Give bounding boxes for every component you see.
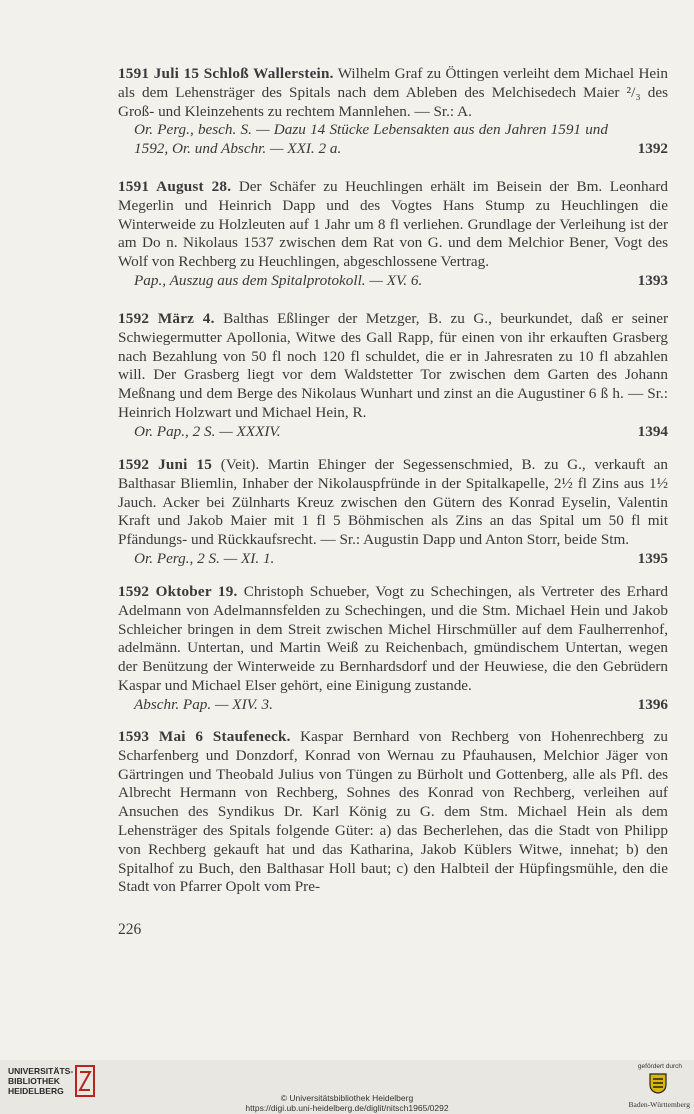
entry-number: 1394 [637,422,668,440]
page-number: 226 [118,921,142,938]
entry-source: Abschr. Pap. — XIV. 3. 1396 [134,695,668,713]
entry-head: 1591 August 28. [118,178,232,195]
entry-source: Pap., Auszug aus dem Spitalprotokoll. — XV. 6. 1393 [134,271,668,289]
entry-number: 1392 [637,140,668,158]
entry-source: Or. Pap., 2 S. — XXXIV. 1394 [134,422,668,440]
entry-source: Or. Perg., 2 S. — XI. 1. 1395 [134,549,668,567]
entry-1392 [118,65,668,159]
entry-text: Balthas Eßlinger der Metzger, B. zu G., beurkundet, daß er seiner Schwiegermutter Apollonia, Witwe des Gall Rapp, für einen von ihr erkauften Grasberg nach Bezahlung von 50 fl noch 120 fl schuldet, die er in Jahresraten zu 10 fl abzahlen will. Der Grasberg liegt vor dem Waldstetter Tor zwischen dem Garten des Johann Meßnang und dem Berge des Nikolaus Wunhart und zinst an die Augustiner 6 ß h. — Sr.: Heinrich Holzwart und Michael Hein, R. [118,310,668,421]
entry-text: Kaspar Bernhard von Rechberg von Hohenrechberg zu Scharfenberg und Donzdorf, Konrad von Wernau zu Pfauhausen, Melchior Jäger von Gärtringen und Theobald Julius von Tüngen zu Bürholt und Gottenberg, alle als Pfl. des Albrecht Hermann von Rechberg, Sohnes des Konrad von Rechberg, verleihen auf Ansuchen des Syndikus Dr. Karl König zu G. dem Stm. Michael Hein als dem Lehensträger des Spitals folgende Güter: a) das Becherlehen, das die Stadt von Philipp von Rechberg gekauft hat und das Katharina, Jakob Küblers Witwe, innehat; b) den Spitalhof zu Buch, den Balthasar Holl baut; c) den Halbteil der Hüpfingsmühle, den die Stadt von Pfarrer Opolt vom Pre- [118,728,668,896]
permalink[interactable]: https://digi.ub.uni-heidelberg.de/diglit/nitsch1965/0292 [245,1103,449,1113]
entry-1397 [118,728,668,897]
copyright-text: © Universitätsbibliothek Heidelberg [280,1093,414,1103]
entry-number: 1396 [637,695,668,713]
entry-head: 1593 Mai 6 Staufeneck. [118,728,291,745]
entry-1395 [118,456,668,569]
entry-head: 1591 Juli 15 Schloß Wallerstein. [118,65,334,82]
entry-text: Wilhelm Graf zu Öttingen verleiht dem Michael Hein als dem Lehensträger des Spitals nach dem Ableben des Melchisedech Maier ²/₃ des Groß- und Kleinzehents zu rechtem Mannlehen. — Sr.: A. [118,65,668,120]
entry-head: 1592 Juni 15 [118,456,213,473]
entry-text: (Veit). Martin Ehinger der Segessenschmied, B. zu G., verkauft an Balthasar Bliemlin, Inhaber der Nikolauspfründe in der Spitalkapelle, 2½ fl Zins aus 1½ Jauch. Acker bei Zülnharts Kreuz zwischen den Gütern des Konrad Eyselin, Valentin Kraft und Jakob Maier mit 1 fl 5 Böhmischen als Zins an das Spital um 50 fl mit Pfändungs- und Rückkaufsrecht. — Sr.: Augustin Dapp und Anton Storr, beide Stm. [118,456,668,549]
funded-by-label: gefördert durch [637,1063,682,1070]
entry-1394 [118,310,668,442]
funder-name: Baden-Württemberg [628,1100,690,1109]
entry-source: Or. Perg., besch. S. — Dazu 14 Stücke Lebensakten aus den Jahren 1591 und 1592, Or. und Abschr. — XXI. 2 a. 1392 [134,121,668,158]
entry-number: 1393 [637,271,668,289]
entry-1393 [118,178,668,291]
entry-1396 [118,583,668,715]
entry-text: Der Schäfer zu Heuchlingen erhält im Beisein der Bm. Leonhard Megerlin und Heinrich Dapp und des Vogtes Hans Stump zu Heuchlingen die Winterweide zu Holzleuten auf 1 Jahr um 8 fl verliehen. Grundlage der Verleihung ist der am Do n. Nikolaus 1537 zwischen dem Rat von G. und dem Melchior Bener, Vogt des Wolf von Rechberg zu Heuchlingen, abgeschlossene Vertrag. [118,178,669,271]
footer-bar [0,1060,694,1114]
entry-text: Christoph Schueber, Vogt zu Schechingen, als Vertreter des Erhard Adelmann von Adelmannsfelden zu Schechingen, und die Stm. Michael Hein und Jakob Schleicher bringen in dem Streit zwischen Michel Hirschmüller auf dem Faulherrenhof, adelmänn. Untertan, und Martin Weiß zu Reichenbach, gmündischem Untertan, wegen der Benützung der Winterweide zu Bernhardsdorf und der Heuwiese, die den Gebrüdern Kaspar und Michael Elser gehört, eine Einigung zustande. [118,583,669,694]
entry-head: 1592 Oktober 19. [118,583,238,600]
baden-wuerttemberg-crest-icon [648,1072,668,1094]
entry-number: 1395 [637,549,668,567]
library-name: UNIVERSITÄTS- BIBLIOTHEK HEIDELBERG [8,1066,74,1096]
entry-head: 1592 März 4. [118,310,215,327]
